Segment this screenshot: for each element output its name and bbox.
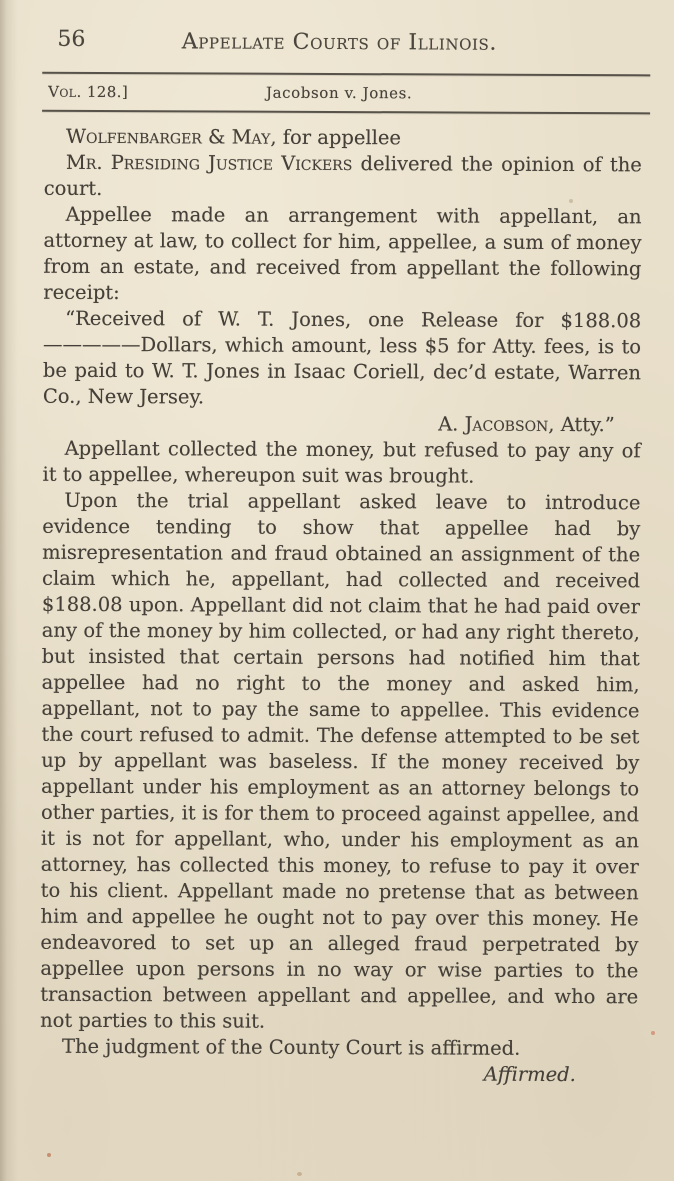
trial-paragraph: Upon the trial appellant asked leave to introduce evidence tending to show that appellee had by misrepresentation and fraud obtained an assignment of the claim which he, appellant, had collected and received $188.08 upon. Appellant did not claim that he had paid over any of the money by him collected, or had any right thereto, but insisted that certain persons had notified him that appellee had no right to the money and asked him, appellant, not to pay the same to appellee. This evidence the court refused to admit. The defense attempted to be set up by appellant was baseless. If the money received by appellant under his employment as an attorney belongs to other parties, it is for them to proceed against appellee, and it is not for appellant, who, under his employment as an attorney, has collected this money, to refuse to pay it over to his client. Appellant made no pretense that as between him and appellee he ought not to pay over this money. He endeavored to set up an alleged fraud perpetrated by appellee upon persons in no way or wise parties to the transaction between appellant and appellee, and who are not parties to this suit. [40,488,641,1033]
volume-label: Vol. 128.] [48,82,129,102]
paper-speck [297,1172,302,1176]
case-title: Jacobson v. Jones. [266,83,413,103]
running-head-row [2,0,674,63]
justice-name: Mr. Presiding Justice Vickers [65,150,353,176]
opinion-lead-paragraph [44,150,642,205]
counsel-rest: , for appellee [270,125,401,150]
arrangement-paragraph: Appellee made an arrangement with appellant, an attorney at law, to collect for him, appellee, a sum of money from an estate, and received from appellant the following receipt: [43,202,642,305]
receipt-paragraph: “Received of W. T. Jones, one Release for $188.08 —————Dollars, which amount, less $5 for Atty. fees, is to be paid to W. T. Jones in Isaac Coriell, dec’d estate, Warren Co., New Jersey. [42,306,642,409]
collected-paragraph: Appellant collected the money, but refused to pay any of it to appellee, whereupon suit was brought. [42,436,641,488]
paper-speck [569,199,573,203]
paper-speck [651,1031,655,1035]
counsel-line [44,124,642,153]
running-head: Appellate Courts of Illinois. [181,29,498,56]
judgment-line: The judgment of the County Court is affirmed. [61,1034,521,1060]
page-number: 56 [57,26,86,52]
opinion-body [40,124,642,1089]
paper-speck [47,1153,51,1157]
signature-name: A. Jacobson [438,412,549,436]
counsel-names: Wolfenbarger & May [65,124,271,149]
header-mid-row [2,74,674,113]
signature-line [43,410,641,439]
disposition-line: Affirmed. [483,1062,576,1087]
signature-rest: , Atty.” [548,412,615,437]
opinion-lead-rest: delivered the opinion of the court. [43,152,642,200]
